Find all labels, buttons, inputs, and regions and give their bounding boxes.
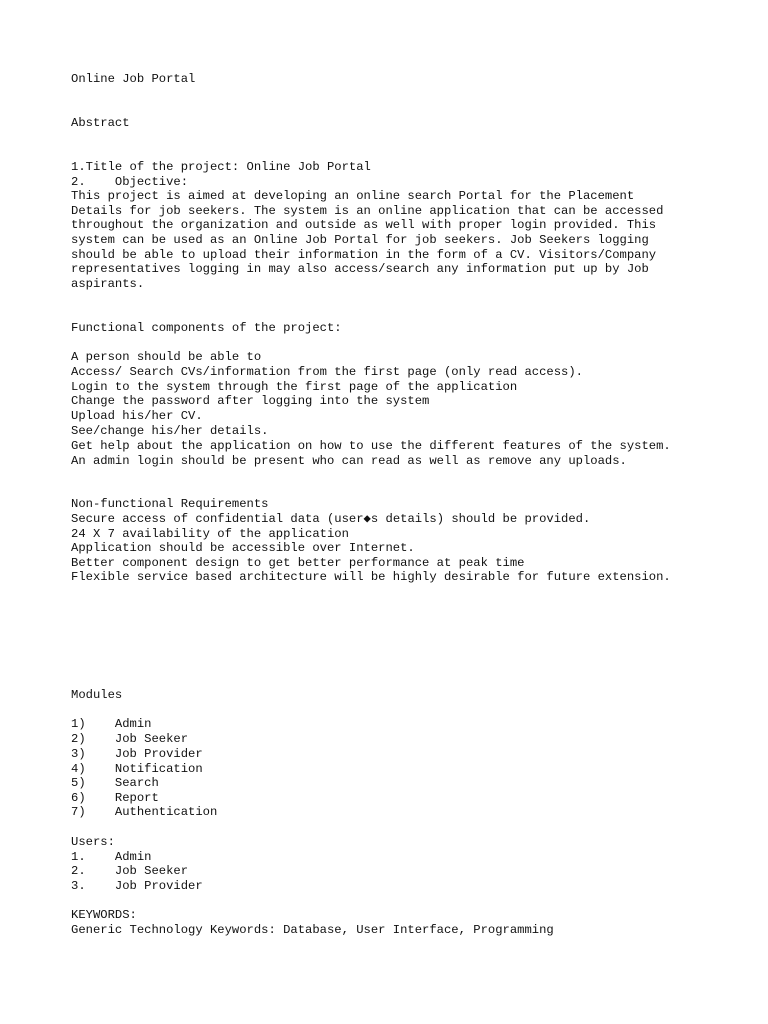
- objective-line: Details for job seekers. The system is an online application that can be accessed: [71, 204, 664, 218]
- nonfunctional-heading: Non-functional Requirements: [71, 497, 269, 511]
- module-item: 7) Authentication: [71, 805, 218, 819]
- keywords-heading: KEYWORDS:: [71, 908, 137, 922]
- module-item: 4) Notification: [71, 762, 203, 776]
- module-item: 3) Job Provider: [71, 747, 203, 761]
- functional-item: See/change his/her details.: [71, 424, 269, 438]
- user-item: 2. Job Seeker: [71, 864, 189, 878]
- functional-item: An admin login should be present who can read as well as remove any uploads.: [71, 454, 627, 468]
- functional-item: Get help about the application on how to use the different features of the system.: [71, 439, 671, 453]
- functional-item: Login to the system through the first page of the application: [71, 380, 518, 394]
- objective-line: throughout the organization and outside as well with proper login provided. This: [71, 218, 657, 232]
- modules-heading: Modules: [71, 688, 123, 702]
- functional-item: Change the password after logging into the system: [71, 394, 430, 408]
- objective-line: aspirants.: [71, 277, 145, 291]
- user-item: 1. Admin: [71, 850, 152, 864]
- abstract-heading: Abstract: [71, 116, 130, 130]
- nonfunctional-item: Secure access of confidential data (user◆s details) should be provided.: [71, 512, 591, 526]
- document-title: Online Job Portal: [71, 72, 196, 86]
- nonfunctional-item: Flexible service based architecture will be highly desirable for future extension.: [71, 570, 671, 584]
- objective-line: representatives logging in may also access/search any information put up by Job: [71, 262, 649, 276]
- functional-intro: A person should be able to: [71, 350, 262, 364]
- module-item: 5) Search: [71, 776, 159, 790]
- objective-heading: 2. Objective:: [71, 175, 189, 189]
- module-item: 1) Admin: [71, 717, 152, 731]
- functional-heading: Functional components of the project:: [71, 321, 342, 335]
- nonfunctional-item: Better component design to get better performance at peak time: [71, 556, 525, 570]
- objective-line: should be able to upload their information in the form of a CV. Visitors/Company: [71, 248, 657, 262]
- project-title-line: 1.Title of the project: Online Job Portal: [71, 160, 371, 174]
- nonfunctional-item: Application should be accessible over Internet.: [71, 541, 415, 555]
- users-heading: Users:: [71, 835, 115, 849]
- functional-item: Access/ Search CVs/information from the first page (only read access).: [71, 365, 583, 379]
- objective-line: This project is aimed at developing an online search Portal for the Placement: [71, 189, 635, 203]
- module-item: 6) Report: [71, 791, 159, 805]
- module-item: 2) Job Seeker: [71, 732, 189, 746]
- keywords-line: Generic Technology Keywords: Database, User Interface, Programming: [71, 923, 554, 937]
- user-item: 3. Job Provider: [71, 879, 203, 893]
- nonfunctional-item: 24 X 7 availability of the application: [71, 527, 349, 541]
- functional-item: Upload his/her CV.: [71, 409, 203, 423]
- objective-line: system can be used as an Online Job Portal for job seekers. Job Seekers logging: [71, 233, 649, 247]
